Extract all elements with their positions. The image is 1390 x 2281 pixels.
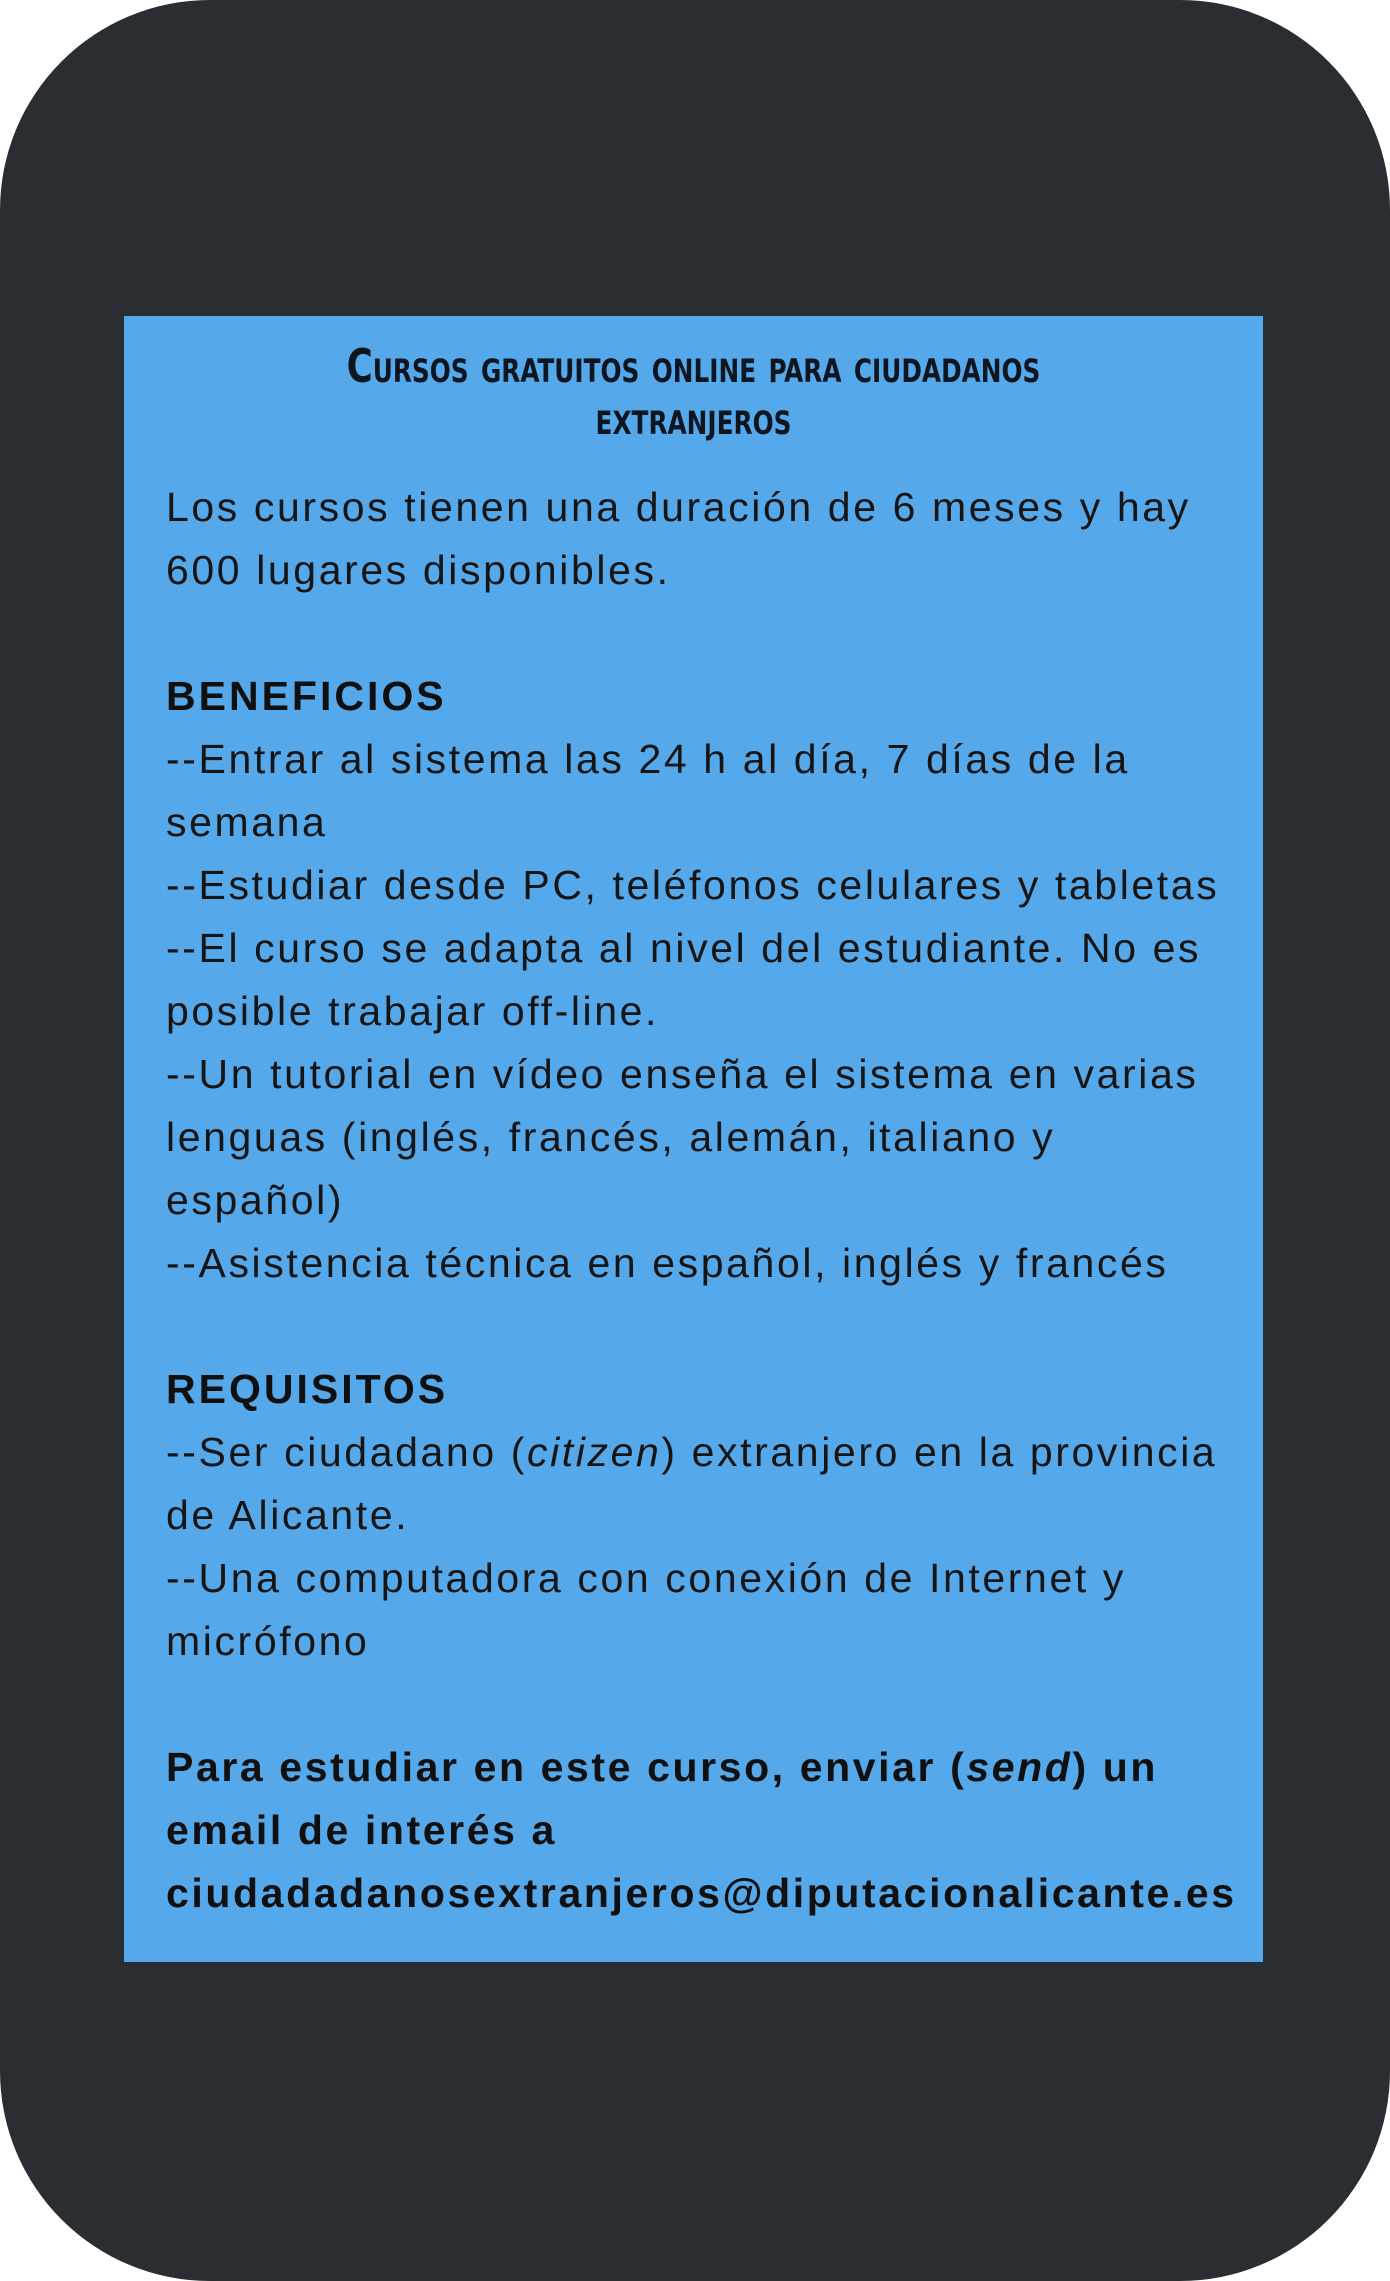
intro-line-2: 600 lugares disponibles. [166, 547, 671, 593]
intro-line-1: Los cursos tienen una duración de 6 meses y hay [166, 484, 1191, 530]
spacer [166, 1295, 1246, 1358]
beneficio-line: --Asistencia técnica en español, inglés y francés [166, 1240, 1169, 1286]
title-line-2: extranjeros [595, 391, 792, 445]
beneficio-line: --El curso se adapta al nivel del estudiante. No es [166, 925, 1202, 971]
beneficio-line: posible trabajar off-line. [166, 988, 660, 1034]
requisito-text: --Ser ciudadano ( [166, 1429, 527, 1475]
requisito-text: ) extranjero en la provincia [661, 1429, 1218, 1475]
requisito-line-2: de Alicante. [166, 1492, 410, 1538]
beneficio-line: --Un tutorial en vídeo enseña el sistema en varias [166, 1051, 1199, 1097]
info-card [124, 316, 1263, 1962]
requisito-italic-term: citizen [526, 1429, 662, 1475]
requisito-line-3: --Una computadora con conexión de Internet y [166, 1555, 1126, 1601]
beneficio-line: lenguas (inglés, francés, alemán, italiano y [166, 1114, 1056, 1160]
cta-text: Para estudiar en este curso, enviar ( [166, 1744, 967, 1790]
requisitos-heading: REQUISITOS [166, 1366, 449, 1412]
cta-line-1 [166, 1736, 1246, 1799]
spacer [166, 602, 1246, 665]
beneficio-line: español) [166, 1177, 345, 1223]
title-line-1: Cursos gratuitos online para ciudadanos [346, 339, 1041, 393]
beneficio-line: --Entrar al sistema las 24 h al día, 7 días de la [166, 736, 1130, 782]
requisito-line-4: micrófono [166, 1618, 370, 1664]
cta-line-2: email de interés a [166, 1807, 557, 1853]
page-title [204, 340, 1184, 444]
card-body [166, 476, 1246, 1925]
contact-email[interactable]: ciudadadanosextranjeros@diputacionalicante.es [166, 1870, 1237, 1916]
spacer [166, 1673, 1246, 1736]
beneficio-line: semana [166, 799, 328, 845]
cta-text: ) un [1072, 1744, 1158, 1790]
beneficio-line: --Estudiar desde PC, teléfonos celulares y tabletas [166, 862, 1220, 908]
cta-italic-term: send [966, 1744, 1073, 1790]
beneficios-heading: BENEFICIOS [166, 673, 447, 719]
requisito-line-1 [166, 1421, 1246, 1484]
